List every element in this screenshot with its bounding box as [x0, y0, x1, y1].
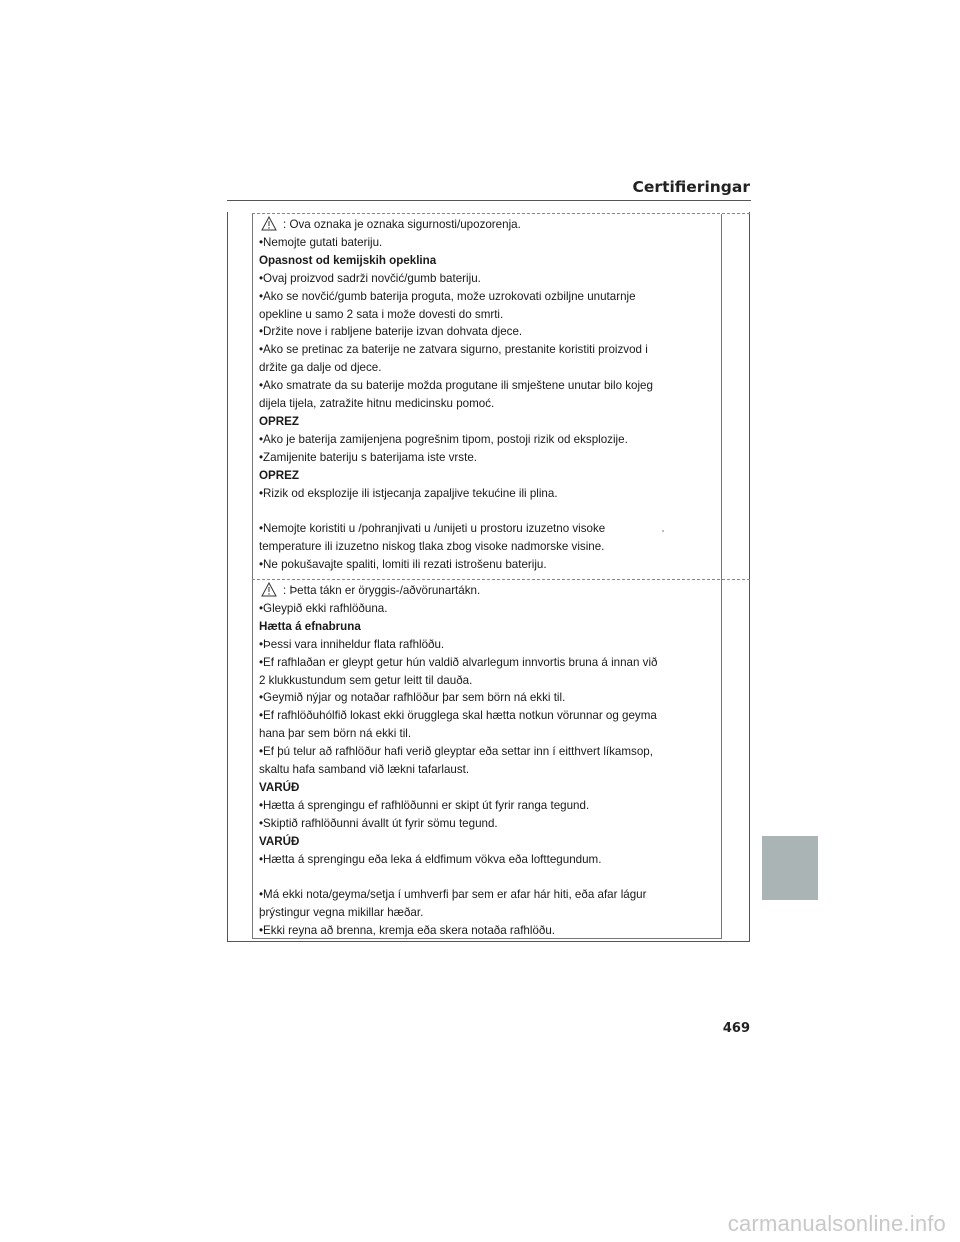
text-line: držite ga dalje od djece. — [259, 361, 382, 375]
chapter-side-tab — [762, 836, 818, 900]
text-line: •Nemojte gutati bateriju. — [259, 235, 383, 249]
text-line: •Hætta á sprengingu eða leka á eldfimum vökva eða lofttegundum. — [259, 852, 602, 866]
text-line: •Ako je baterija zamijenjena pogrešnim tipom, postoji rizik od eksplozije. — [259, 432, 628, 446]
header-rule — [227, 200, 751, 201]
text-line: •Gleypið ekki rafhlöðuna. — [259, 601, 388, 615]
text-line: •Þessi vara inniheldur flata rafhlöðu. — [259, 637, 445, 651]
text-line: •Ako se novčić/gumb baterija proguta, može uzrokovati ozbiljne unutarnje — [259, 289, 636, 303]
croatian-symbol-line — [259, 216, 719, 234]
text-line: •Ako smatrate da su baterije možda progutane ili smještene unutar bilo kojeg — [259, 379, 653, 393]
text-line: skaltu hafa samband við lækni tafarlaust. — [259, 763, 470, 777]
icelandic-symbol-note: : Þetta tákn er öryggis-/aðvörunartákn. — [283, 584, 481, 597]
warning-triangle-icon — [261, 582, 277, 597]
blank-line — [259, 869, 719, 887]
text-line: •Ako se pretinac za baterije ne zatvara sigurno, prestanite koristiti proizvod i — [259, 343, 648, 357]
section-heading: OPREZ — [259, 468, 299, 482]
watermark: carmanualsonline.info — [727, 1211, 946, 1236]
icelandic-warning-section — [259, 582, 719, 940]
text-line: •Ovaj proizvod sadrži novčić/gumb bateriju. — [259, 271, 481, 285]
text-line: •Nemojte koristiti u /pohranjivati u /unijeti u prostoru izuzetno visoke — [259, 522, 606, 536]
text-line: •Ne pokušavajte spaliti, lomiti ili rezati istrošenu bateriju. — [259, 558, 547, 572]
top-dashed-rule — [252, 213, 750, 214]
blank-line — [259, 503, 719, 521]
croatian-lines — [259, 234, 719, 574]
middle-dashed-rule — [252, 579, 750, 580]
icelandic-symbol-line — [259, 582, 719, 600]
text-line: opekline u samo 2 sata i može dovesti do smrti. — [259, 307, 504, 321]
text-line: •Rizik od eksplozije ili istjecanja zapaljive tekućine ili plina. — [259, 486, 558, 500]
icelandic-lines — [259, 600, 719, 940]
text-line: 2 klukkustundum sem getur leitt til dauða. — [259, 673, 473, 687]
text-line: •Má ekki nota/geyma/setja í umhverfi þar sem er afar hár hiti, eða afar lágur — [259, 888, 647, 902]
text-line: •Geymið nýjar og notaðar rafhlöður þar sem börn ná ekki til. — [259, 691, 566, 705]
text-line: temperature ili izuzetno niskog tlaka zbog visoke nadmorske visine. — [259, 540, 605, 554]
text-line: dijela tijela, zatražite hitnu medicinsku pomoć. — [259, 397, 495, 411]
text-line: •Držite nove i rabljene baterije izvan dohvata djece. — [259, 325, 523, 339]
section-heading: VARÚÐ — [259, 780, 300, 794]
text-line: hana þar sem börn ná ekki til. — [259, 727, 412, 741]
warning-triangle-icon — [261, 216, 277, 231]
text-line: •Ef rafhlöðuhólfið lokast ekki örugglega skal hætta notkun vörunnar og geyma — [259, 709, 657, 723]
text-line: •Zamijenite bateriju s baterijama iste vrste. — [259, 450, 477, 464]
text-line: •Ef rafhlaðan er gleypt getur hún valdið alvarlegum innvortis bruna á innan við — [259, 655, 658, 669]
text-line: •Skiptið rafhlöðunni ávallt út fyrir sömu tegund. — [259, 816, 498, 830]
section-heading: Hætta á efnabruna — [259, 619, 361, 633]
page-number: 469 — [722, 1021, 750, 1036]
text-line: þrýstingur vegna mikillar hæðar. — [259, 906, 424, 920]
section-heading: VARÚÐ — [259, 834, 300, 848]
croatian-symbol-note: : Ova oznaka je oznaka sigurnosti/upozorenja. — [283, 218, 521, 231]
text-line: •Ef þú telur að rafhlöður hafi verið gleyptar eða settar inn í eitthvert líkamsop, — [259, 745, 653, 759]
croatian-warning-section — [259, 216, 719, 574]
text-line: •Hætta á sprengingu ef rafhlöðunni er skipt út fyrir ranga tegund. — [259, 798, 590, 812]
section-heading: Opasnost od kemijskih opeklina — [259, 253, 437, 267]
section-title: Certifieringar — [632, 178, 750, 196]
section-heading: OPREZ — [259, 414, 299, 428]
text-line: •Ekki reyna að brenna, kremja eða skera notaða rafhlöðu. — [259, 924, 556, 938]
